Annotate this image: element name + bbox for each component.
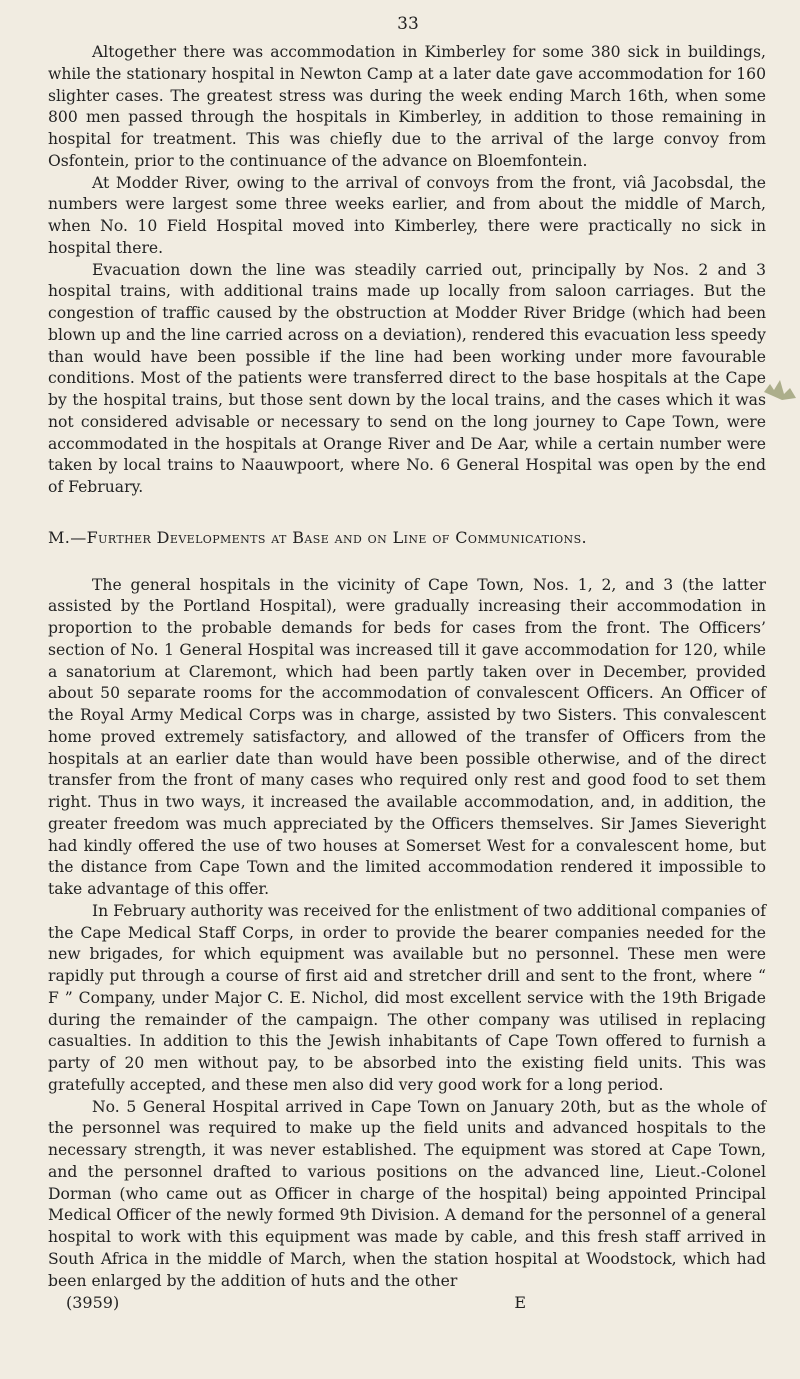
paragraph: The general hospitals in the vicinity of Cape Town, Nos. 1, 2, and 3 (the latter assisted by the Portland Hospital), were gradually increasing their accommodation in proportion to the probable demands for beds for cases from the front. The Officers’ section of No. 1 General Hospital was increased till it gave accommodation for 120, while a sanatorium at Claremont, which had been partly taken over in December, provided about 50 separate rooms for the accommodation of convalescent Officers. An Officer of the Royal Army Medical Corps was in charge, assisted by two Sisters. This convalescent home proved extremely satisfactory, and allowed of the transfer of Officers from the hospitals at an earlier date than would have been possible otherwise, and of the direct transfer from the front of many cases who required only rest and good food to set them right. Thus in two ways, it increased the available accommodation, and, in addition, the greater freedom was much appreciated by the Officers themselves. Sir James Sieveright had kindly offered the use of two houses at Somerset West for a convalescent home, but the distance from Cape Town and the limited accommodation rendered it impossible to take advantage of this offer. <box>48 575 766 898</box>
paragraph: No. 5 General Hospital arrived in Cape Town on January 20th, but as the whole of the personnel was required to make up the field units and advanced hospitals to the necessary strength, it was never established. The equipment was stored at Cape Town, and the personnel drafted to various positions on the advanced line, Lieut.-Colonel Dorman (who came out as Officer in charge of the hospital) being appointed Principal Medical Officer of the newly formed 9th Division. A demand for the personnel of a general hospital to work with this equipment was made by cable, and this fresh staff arrived in South Africa in the middle of March, when the station hospital at Woodstock, which had been enlarged by the addition of huts and the other <box>48 1097 766 1290</box>
page-number: 33 <box>397 14 419 34</box>
page-footer <box>66 1292 526 1314</box>
paragraph: At Modder River, owing to the arrival of convoys from the front, viâ Jacobsdal, the numbers were largest some three weeks earlier, and from about the middle of March, when No. 10 Field Hospital moved into Kimberley, there were practically no sick in hospital there. <box>48 173 766 257</box>
body-text <box>48 42 766 1292</box>
ink-blot-icon <box>760 370 800 410</box>
signature-mark: E <box>514 1293 526 1313</box>
paragraph: Evacuation down the line was steadily carried out, principally by Nos. 2 and 3 hospital trains, with additional trains made up locally from saloon carriages. But the congestion of traffic caused by the obstruction at Modder River Bridge (which had been blown up and the line carried across on a deviation), rendered this evacuation less speedy than would have been possible if the line had been working under more favourable conditions. Most of the patients were transferred direct to the base hospitals at the Cape by the hospital trains, but those sent down by the local trains, and the cases which it was not considered advisable or necessary to send on the long journey to Cape Town, were accommodated in the hospitals at Orange River and De Aar, while a certain number were taken by local trains to Naauwpoort, where No. 6 General Hospital was open by the end of February. <box>48 260 766 496</box>
section-heading: M.—Further Developments at Base and on Line of Communications. <box>48 527 587 547</box>
paragraph: Altogether there was accommodation in Kimberley for some 380 sick in buildings, while the stationary hospital in Newton Camp at a later date gave accommodation for 160 slighter cases. The greatest stress was during the week ending March 16th, when some 800 men passed through the hospitals in Kimberley, in addition to those remaining in hospital for treatment. This was chiefly due to the arrival of the large convoy from Osfontein, prior to the continuance of the advance on Bloemfontein. <box>48 43 766 170</box>
print-code: (3959) <box>66 1293 120 1313</box>
paragraph: In February authority was received for the enlistment of two additional companies of the Cape Medical Staff Corps, in order to provide the bearer companies needed for the new brigades, for which equipment was available but no personnel. These men were rapidly put through a course of first aid and stretcher drill and sent to the front, where “ F ” Company, under Major C. E. Nichol, did most excellent service with the 19th Brigade during the remainder of the campaign. The other company was utilised in replacing casualties. In addition to this the Jewish inhabitants of Cape Town offered to furnish a party of 20 men without pay, to be absorbed into the existing field units. This was gratefully accepted, and these men also did very good work for a long period. <box>48 901 766 1094</box>
